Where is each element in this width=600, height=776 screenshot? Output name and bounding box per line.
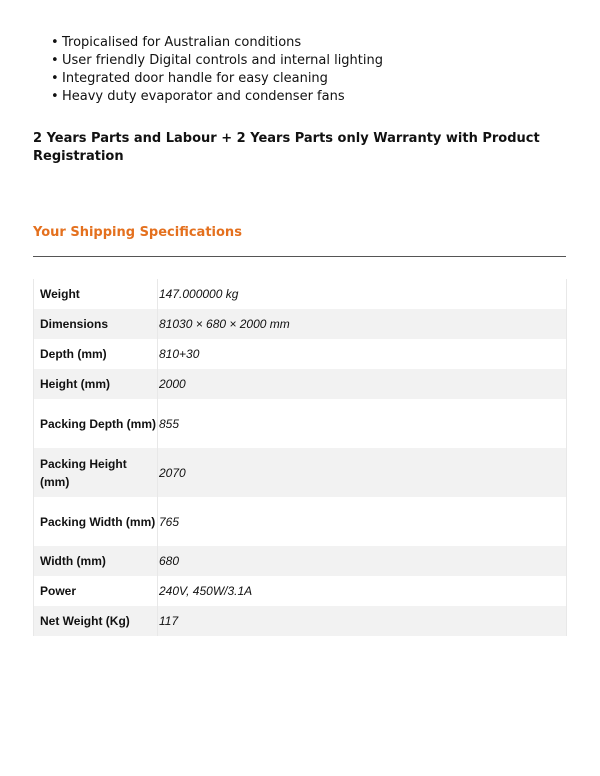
- spec-label: Weight: [34, 279, 158, 309]
- feature-item: [33, 52, 383, 70]
- table-row: [34, 497, 567, 546]
- spec-label: Packing Width (mm): [34, 497, 158, 546]
- spec-value: 2070: [159, 465, 186, 480]
- spec-value: 147.000000 kg: [159, 287, 239, 301]
- table-row: [34, 279, 567, 309]
- section-divider: [33, 256, 566, 257]
- feature-list: [33, 34, 383, 106]
- table-row: [34, 369, 567, 399]
- spec-value: 855: [159, 416, 180, 431]
- feature-text: Heavy duty evaporator and condenser fans: [62, 89, 345, 104]
- spec-value: 240V, 450W/3.1A: [159, 584, 253, 598]
- shipping-specs-table: [33, 279, 567, 636]
- spec-value: 810+30: [159, 347, 200, 361]
- spec-label: Depth (mm): [34, 339, 158, 369]
- spec-label: Height (mm): [34, 369, 158, 399]
- bullet-icon: •: [51, 89, 59, 104]
- bullet-icon: •: [51, 35, 59, 50]
- spec-label: Power: [34, 576, 158, 606]
- spec-label: Packing Height (mm): [34, 448, 158, 497]
- spec-value: 117: [159, 614, 179, 628]
- feature-item: [33, 70, 383, 88]
- spec-value: 765: [159, 514, 180, 529]
- spec-value: 81030 × 680 × 2000 mm: [159, 317, 290, 331]
- table-row: [34, 576, 567, 606]
- table-row: [34, 546, 567, 576]
- table-row: [34, 606, 567, 636]
- feature-text: User friendly Digital controls and internal lighting: [62, 53, 384, 68]
- bullet-icon: •: [51, 71, 59, 86]
- feature-item: [33, 34, 383, 52]
- feature-item: [33, 88, 383, 106]
- spec-value: 2000: [159, 377, 186, 391]
- spec-label: Dimensions: [34, 309, 158, 339]
- table-row: [34, 448, 567, 497]
- feature-text: Tropicalised for Australian conditions: [62, 35, 302, 50]
- table-row: [34, 399, 567, 448]
- feature-text: Integrated door handle for easy cleaning: [62, 71, 328, 86]
- spec-label: Packing Depth (mm): [34, 399, 158, 448]
- spec-label: Width (mm): [34, 546, 158, 576]
- spec-label: Net Weight (Kg): [34, 606, 158, 636]
- table-row: [34, 309, 567, 339]
- table-row: [34, 339, 567, 369]
- shipping-specifications-heading: Your Shipping Specifications: [33, 225, 242, 240]
- bullet-icon: •: [51, 53, 59, 68]
- warranty-text: 2 Years Parts and Labour + 2 Years Parts only Warranty with Product Registration: [33, 131, 540, 164]
- spec-value: 680: [159, 554, 180, 568]
